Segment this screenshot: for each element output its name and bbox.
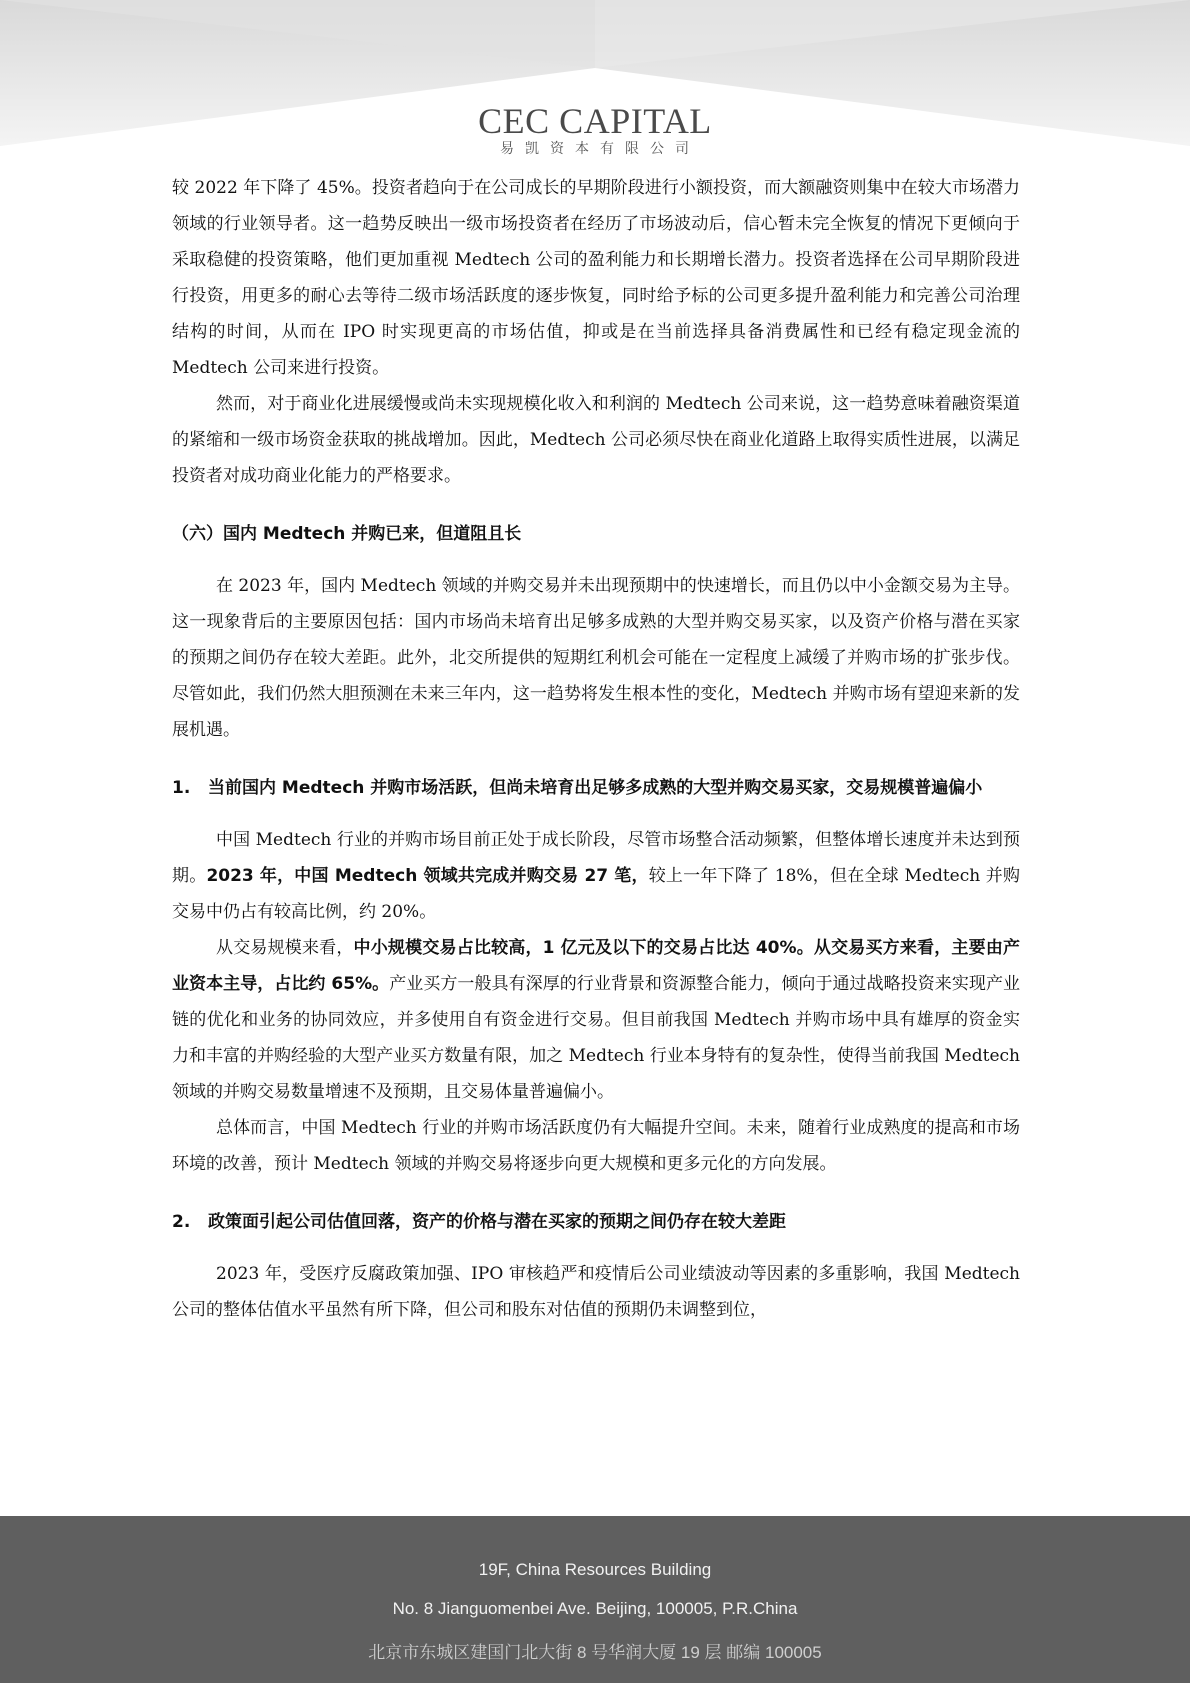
paragraph-3: 在 2023 年，国内 Medtech 领域的并购交易并未出现预期中的快速增长，而且仍以中小金额交易为主导。这一现象背后的主要原因包括：国内市场尚未培育出足够多成熟的大型并购交易买家，以及资产价格与潜在买家的预期之间仍存在较大差距。此外，北交所提供的短期红利机会可能在一定程度上减缓了并购市场的扩张步伐。尽管如此，我们仍然大胆预测在未来三年内，这一趋势将发生根本性的变化，Medtech 并购市场有望迎来新的发展机遇。 xyxy=(172,576,1020,740)
paragraph-2: 然而，对于商业化进展缓慢或尚未实现规模化收入和利润的 Medtech 公司来说，这一趋势意味着融资渠道的紧缩和一级市场资金获取的挑战增加。因此，Medtech 公司必须尽快在商业化道路上取得实质性进展，以满足投资者对成功商业化能力的严格要求。 xyxy=(172,394,1020,486)
document-body xyxy=(172,170,1020,1328)
paragraph-1: 较 2022 年下降了 45%。投资者趋向于在公司成长的早期阶段进行小额投资，而大额融资则集中在较大市场潜力领域的行业领导者。这一趋势反映出一级市场投资者在经历了市场波动后，信心暂未完全恢复的情况下更倾向于采取稳健的投资策略，他们更加重视 Medtech 公司的盈利能力和长期增长潜力。投资者选择在公司早期阶段进行投资，用更多的耐心去等待二级市场活跃度的逐步恢复，同时给予标的公司更多提升盈利能力和完善公司治理结构的时间，从而在 IPO 时实现更高的市场估值，抑或是在当前选择具备消费属性和已经有稳定现金流的 Medtech 公司来进行投资。 xyxy=(172,178,1020,378)
paragraph-4 xyxy=(172,822,1020,930)
subheading-1 xyxy=(172,770,1020,806)
paragraph-5-part-a: 从交易规模来看， xyxy=(216,938,354,958)
page-header xyxy=(0,0,1190,160)
paragraph-5-bold: 中小规模交易占比较高，1 亿元及以下的交易占比达 40%。从交易买方来看，主要由产业资本主导，占比约 65%。 xyxy=(172,938,1021,994)
paragraph-5 xyxy=(172,930,1020,1110)
subheading-2-number: 2. xyxy=(172,1212,191,1232)
paragraph-4-bold: 2023 年，中国 Medtech 领域共完成并购交易 27 笔， xyxy=(206,866,649,886)
paragraph-6: 总体而言，中国 Medtech 行业的并购市场活跃度仍有大幅提升空间。未来，随着行业成熟度的提高和市场环境的改善，预计 Medtech 领域的并购交易将逐步向更大规模和更多元化的方向发展。 xyxy=(172,1118,1020,1174)
subheading-1-number: 1. xyxy=(172,778,191,798)
footer-address-line-3: 北京市东城区建国门北大街 8 号华润大厦 19 层 邮编 100005 xyxy=(368,1643,822,1662)
subheading-2-text: 政策面引起公司估值回落，资产的价格与潜在买家的预期之间仍存在较大差距 xyxy=(208,1212,786,1232)
subheading-2 xyxy=(172,1204,1020,1240)
footer-address-line-2: No. 8 Jianguomenbei Ave. Beijing, 100005, P.R.China xyxy=(392,1599,798,1618)
logo-subtitle: 易凯资本有限公司 xyxy=(500,141,700,157)
paragraph-7: 2023 年，受医疗反腐政策加强、IPO 审核趋严和疫情后公司业绩波动等因素的多重影响，我国 Medtech 公司的整体估值水平虽然有所下降，但公司和股东对估值的预期仍未调整到位， xyxy=(172,1264,1020,1320)
paragraph-4-part-c: 较上一年下降了 18%，但在全球 Medtech 并购交易中仍占有较高比例，约 20%。 xyxy=(172,866,1021,922)
paragraph-4-part-a: 中国 Medtech 行业的并购市场目前正处于成长阶段，尽管市场整合活动频繁，但整体增长速度并未达到预期。 xyxy=(172,830,1020,886)
subheading-1-text: 当前国内 Medtech 并购市场活跃，但尚未培育出足够多成熟的大型并购交易买家，交易规模普遍偏小 xyxy=(208,778,983,798)
company-logo xyxy=(0,102,1190,158)
paragraph-5-part-c: 产业买方一般具有深厚的行业背景和资源整合能力，倾向于通过战略投资来实现产业链的优化和业务的协同效应，并多使用自有资金进行交易。但目前我国 Medtech 并购市场中具有雄厚的资金实力和丰富的并购经验的大型产业买方数量有限，加之 Medtech 行业本身特有的复杂性，使得当前我国 Medtech 领域的并购交易数量增速不及预期，且交易体量普遍偏小。 xyxy=(172,974,1021,1102)
footer-address-line-1: 19F, China Resources Building xyxy=(478,1560,712,1579)
section-heading-6: （六）国内 Medtech 并购已来，但道阻且长 xyxy=(172,524,522,544)
logo-name: CEC CAPITAL xyxy=(478,101,712,141)
page-footer xyxy=(0,1516,1190,1683)
